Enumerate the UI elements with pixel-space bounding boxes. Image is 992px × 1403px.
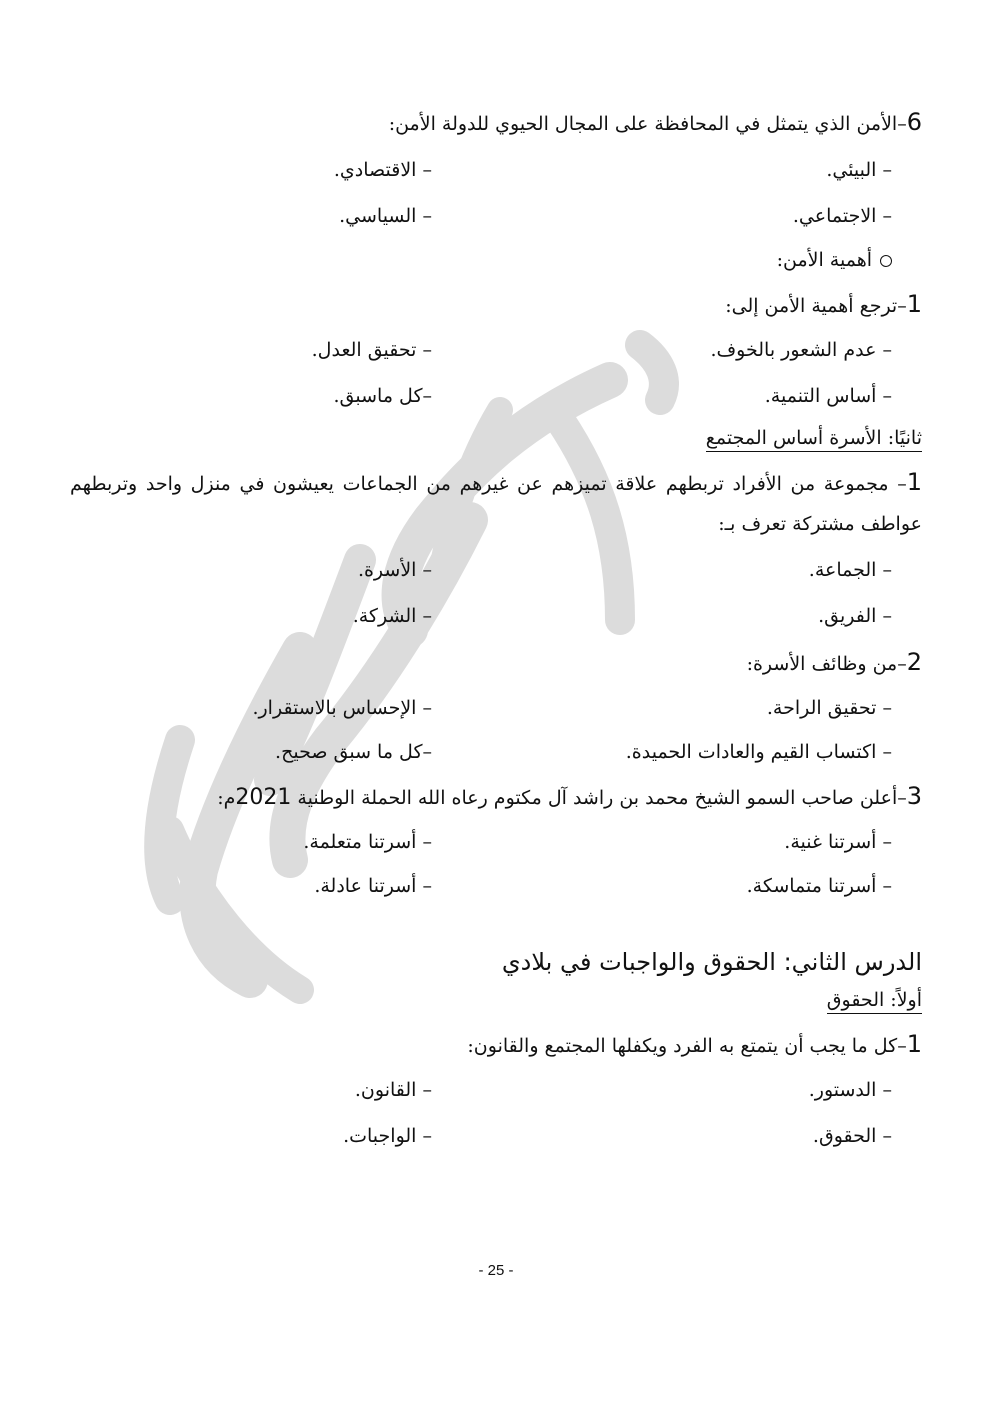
option[interactable]: – الاقتصادي. xyxy=(333,159,432,181)
options-row xyxy=(70,556,892,584)
option[interactable]: – اكتساب القيم والعادات الحميدة. xyxy=(625,741,892,763)
rights-heading-text: أولاً: الحقوق xyxy=(827,989,922,1014)
lesson-title: الدرس الثاني: الحقوق والواجبات في بلادي xyxy=(501,948,922,976)
option[interactable]: – الحقوق. xyxy=(812,1125,892,1147)
question-text-end: م: xyxy=(217,787,236,809)
option[interactable]: – الواجبات. xyxy=(343,1125,432,1147)
options-row xyxy=(70,1122,892,1150)
option[interactable]: – الأسرة. xyxy=(357,559,432,581)
options-row xyxy=(70,828,892,856)
page-number: - 25 - xyxy=(478,1262,514,1279)
question-number: 1 xyxy=(906,290,922,318)
options-row xyxy=(70,738,892,766)
circle-bullet-icon xyxy=(880,255,892,267)
question-family-2 xyxy=(747,648,922,678)
option[interactable]: – أساس التنمية. xyxy=(764,385,892,407)
section-title-text: ثانيًا: الأسرة أساس المجتمع xyxy=(706,427,922,452)
question-rights-1 xyxy=(467,1030,922,1060)
options-row xyxy=(70,202,892,230)
question-6 xyxy=(389,108,922,138)
question-text: –من وظائف الأسرة: xyxy=(746,653,907,675)
option[interactable]: – أسرتنا متعلمة. xyxy=(303,831,432,853)
section-heading xyxy=(777,246,892,274)
option[interactable]: –كل ماسبق. xyxy=(333,385,432,407)
option[interactable]: – أسرتنا عادلة. xyxy=(314,875,432,897)
option[interactable]: – الفريق. xyxy=(818,605,892,627)
year: 2021 xyxy=(235,785,292,810)
options-row xyxy=(70,336,892,364)
question-number: 6 xyxy=(906,108,922,136)
option[interactable]: – القانون. xyxy=(354,1079,432,1101)
question-family-3 xyxy=(217,782,922,812)
option[interactable]: – أسرتنا متماسكة. xyxy=(746,875,892,897)
question-text: –الأمن الذي يتمثل في المحافظة على المجال الحيوي للدولة الأمن: xyxy=(388,113,907,135)
options-row xyxy=(70,1076,892,1104)
question-text: –ترجع أهمية الأمن إلى: xyxy=(725,295,907,317)
question-number: 1 xyxy=(906,1030,922,1058)
option[interactable]: – الجماعة. xyxy=(808,559,892,581)
option[interactable]: – الدستور. xyxy=(808,1079,892,1101)
options-row xyxy=(70,602,892,630)
question-number: 3 xyxy=(906,782,922,810)
option[interactable]: – عدم الشعور بالخوف. xyxy=(710,339,892,361)
option[interactable]: – البيئي. xyxy=(826,159,892,181)
option[interactable]: –كل ما سبق صحيح. xyxy=(275,741,432,763)
question-importance-1 xyxy=(725,290,922,320)
question-family-1 xyxy=(70,462,922,544)
options-row xyxy=(70,872,892,900)
options-row xyxy=(70,694,892,722)
rights-heading xyxy=(827,986,922,1014)
question-text: –أعلن صاحب السمو الشيخ محمد بن راشد آل مكتوم رعاه الله الحملة الوطنية xyxy=(291,787,907,809)
option[interactable]: – تحقيق العدل. xyxy=(311,339,432,361)
option[interactable]: – أسرتنا غنية. xyxy=(784,831,892,853)
option[interactable]: – السياسي. xyxy=(339,205,432,227)
question-text: – مجموعة من الأفراد تربطهم علاقة تميزهم عن غيرهم من الجماعات يعيشون في منزل واحد وتربطهم عواطف مشتركة تعرف بـ: xyxy=(70,473,922,535)
question-number: 1 xyxy=(906,468,922,496)
options-row xyxy=(70,156,892,184)
question-number: 2 xyxy=(906,648,922,676)
option[interactable]: – الاجتماعي. xyxy=(792,205,892,227)
option[interactable]: – تحقيق الراحة. xyxy=(766,697,892,719)
section-title xyxy=(706,424,922,452)
option[interactable]: – الإحساس بالاستقرار. xyxy=(252,697,432,719)
options-row xyxy=(70,382,892,410)
option[interactable]: – الشركة. xyxy=(352,605,432,627)
heading-text: أهمية الأمن: xyxy=(776,249,872,271)
question-text: –كل ما يجب أن يتمتع به الفرد ويكفلها المجتمع والقانون: xyxy=(467,1035,907,1057)
